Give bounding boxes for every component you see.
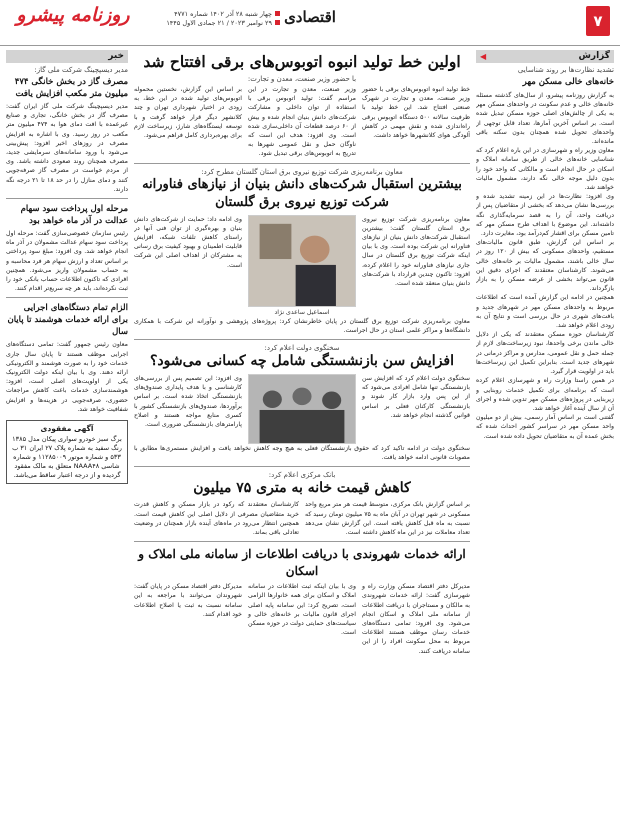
retirees-photo [248, 374, 356, 444]
news1-kicker: مدیر دیسپچینگ شرکت ملی گاز: [34, 66, 128, 74]
civic-paragraph: مدیرکل دفتر اقتصاد مسکن وزارت راه و شهرسازی گفت: ارائه خدمات شهروندی به مالکان و مستاجران با دریافت اطلاعات از سامانه ملی املاک و اسکان انجام می‌شود. وی افزود: تمامی دستگاه‌های خدمات رسان موظف هستند اطلاعات مربوط به محل سکونت افراد را از این سامانه دریافت کنند. [362, 583, 470, 655]
housing-paragraph: کارشناسان معتقدند که رکود در بازار مسکن و کاهش قدرت خرید متقاضیان مصرفی از دلایل اصلی این کاهش قیمت است. همچنین انتظار می‌رود در ماه‌های آینده بازار همچنان در وضعیت تعادلی باقی بماند. [134, 501, 299, 537]
power-paragraph: وی ادامه داد: حمایت از شرکت‌های دانش بنیان و بهره‌گیری از توان فنی آنها در راستای کاهش تلفات شبکه، افزایش قابلیت اطمینان و بهبود کیفیت برق رسانی به مشترکان از اهداف اصلی این شرکت است. [134, 215, 242, 269]
housing-paragraph: بر اساس گزارش بانک مرکزی، متوسط قیمت هر متر مربع واحد مسکونی در شهر تهران در آبان ماه به ۷۵ میلیون تومان رسید که نسبت به ماه قبل کاهش یافته است. این گزارش نشان می‌دهد تعداد معاملات نیز در این ماه کاهش داشته است. [305, 501, 470, 537]
photo-caption: اسماعیل ساعدی نژاد [274, 308, 330, 316]
retirement-kicker: سخنگوی دولت اعلام کرد: [264, 344, 340, 353]
divider [6, 198, 128, 199]
chevron-left-icon: ◀ [480, 52, 487, 61]
report-kicker: تشدید نظارت‌ها بر روند شناسایی [517, 66, 614, 74]
retirement-headline: افزایش سن بازنشستگی شامل چه کسانی می‌شود؟ [149, 353, 455, 370]
news3-headline: الزام تمام دستگاه‌های اجرایی برای ارائه خدمات هوشمند تا پایان سال [7, 303, 128, 338]
divider [6, 297, 128, 298]
power-paragraph: معاون برنامه‌ریزی شرکت توزیع نیروی برق استان گلستان گفت: بیشترین استقبال شرکت‌های دانش بنیان از نیازهای فناورانه این شرکت بوده است. وی با بیان اینکه شرکت توزیع برق گلستان در سال جاری نیازهای فناورانه خود را اعلام کرده، افزود: تاکنون چندین قرارداد با شرکت‌های دانش بنیان منعقد شده است. [362, 215, 470, 288]
civic-services-story [134, 582, 470, 656]
divider [134, 541, 470, 542]
page-number: ۷ [586, 6, 610, 36]
executive-photo [248, 215, 356, 307]
report-paragraph: معاون وزیر راه و شهرسازی در این باره اعلام کرد که شناسایی خانه‌های خالی از طریق سامانه املاک و اسکان در حال انجام است و مالکانی که واحد خود را بدون دلیل موجه خالی نگه دارند، مشمول مالیات خواهند شد. [476, 147, 614, 192]
report-paragraph: وی افزود: نظارت‌ها در این زمینه تشدید شده و بررسی‌ها نشان می‌دهد که بخشی از متقاضیان پس از دریافت واحد، آن را به قصد سرمایه‌گذاری نگه داشته‌اند. این موضوع با اهداف طرح مسکن مهر که تامین مسکن برای اقشار کم‌درآمد بود، مغایرت دارد. [476, 193, 614, 238]
bus-kicker: با حضور وزیر صنعت، معدن و تجارت: [247, 75, 357, 83]
date-line-2: ۲۹ نوامبر ۲۰۲۳ / ۲۱ جمادی الاول ۱۴۴۵ [166, 19, 272, 27]
retirement-photo-block [248, 374, 356, 444]
power-closing: معاون برنامه‌ریزی شرکت توزیع برق گلستان در پایان خاطرنشان کرد: پروژه‌های پژوهشی و نوآورانه این شرکت با همکاری دانشگاه‌ها و مراکز علمی استان در حال اجراست. [134, 317, 470, 334]
retirement-paragraph: سخنگوی دولت اعلام کرد که افزایش سن بازنشستگی تنها شامل افرادی می‌شود که از این پس وارد بازار کار شوند و بازنشستگی کارکنان فعلی بر اساس قوانین گذشته انجام خواهد شد. [362, 375, 470, 419]
ad-text: برگ سبز خودرو سواری پیکان مدل ۱۳۸۵ رنگ سفید به شماره پلاک ۲۷ ایران ۳۱ ب ۵۳۳ و شماره موتور ۱۱۲۸۵۰۰۹ و شماره شاسی NAAA۴۸ متعلق به مالک مفقود گردیده و از درجه اعتبار ساقط می‌باشد. [12, 435, 122, 480]
civic-paragraph: مدیرکل دفتر اقتصاد مسکن در پایان گفت: شهروندان می‌توانند با مراجعه به این سامانه نسبت به ثبت یا اصلاح اطلاعات خود اقدام کنند. [134, 583, 242, 618]
retirement-paragraph: وی افزود: این تصمیم پس از بررسی‌های کارشناسی و با هدف پایداری صندوق‌های بازنشستگی اتخاذ شده است. بر اساس برآوردها، صندوق‌های بازنشستگی کشور با کسری منابع مواجه هستند و اصلاح پارامترهای بازنشستگی ضروری است. [134, 375, 242, 429]
news2-body: رئیس سازمان خصوصی‌سازی گفت: مرحله اول پرداخت سود سهام عدالت مشمولان در آذر ماه انجام خواهد شد. وی افزود: مبلغ سود پرداختی بر اساس تعداد و ارزش سهام هر فرد محاسبه و به حساب مشمولان واریز می‌شود. همچنین افرادی که تاکنون اطلاعات حساب بانکی خود را ثبت نکرده‌اند، باید هر چه سریع‌تر اقدام کنند. [6, 230, 128, 293]
housing-price-headline: کاهش قیمت خانه به متری ۷۵ میلیون [193, 480, 411, 497]
divider [134, 339, 470, 340]
report-paragraph: گفتنی است بر اساس آمار رسمی، بیش از دو میلیون واحد مسکن مهر در سراسر کشور احداث شده که بخش عمده آن به متقاضیان تحویل داده شده است. [476, 414, 614, 440]
bus-headline: اولین خط تولید انبوه اتوبوس‌های برقی افتتاح شد [143, 52, 461, 71]
bus-paragraph: بر اساس این گزارش، نخستین محموله اتوبوس‌های تولید شده در این خط، به زودی در اختیار شهرداری تهران و چند کلانشهر دیگر قرار خواهد گرفت و با توسعه ایستگاه‌های شارژ، زیرساخت لازم برای بهره‌برداری کامل فراهم می‌شود. [134, 86, 242, 140]
lost-notice-ad [6, 420, 128, 484]
report-paragraph: در همین راستا وزارت راه و شهرسازی اعلام کرده است که برنامه‌ای برای تکمیل خدمات روبنایی و زیربنایی در پروژه‌های مسکن مهر تدوین شده و اجرای آن از سال آینده آغاز خواهد شد. [476, 377, 614, 412]
masthead [0, 0, 620, 46]
bus-story [134, 85, 470, 159]
report-column [476, 50, 614, 831]
main-column [134, 50, 470, 831]
divider [134, 163, 470, 164]
news2-headline: مرحله اول پرداخت سود سهام عدالت در آذر ماه خواهد بود [20, 204, 128, 227]
bus-paragraph: خط تولید انبوه اتوبوس‌های برقی با حضور وزیر صنعت، معدن و تجارت در شهرک صنعتی افتتاح شد. این خط تولید با ظرفیت سالانه ۵۰۰ دستگاه اتوبوس برقی راه‌اندازی شده و نقش مهمی در کاهش آلودگی هوای کلانشهرها خواهد داشت. [362, 86, 470, 140]
retirement-story [134, 374, 470, 444]
power-story [134, 215, 470, 317]
bus-paragraph: وزیر صنعت، معدن و تجارت در این مراسم گفت: تولید اتوبوس برقی با استفاده از توان داخلی و مشارکت شرکت‌های دانش بنیان انجام شده و بیش از ۶۰ درصد قطعات آن داخلی‌سازی شده است. وی افزود: هدف این است که ناوگان حمل و نقل عمومی شهرها به تدریج به اتوبوس‌های برقی تبدیل شود. [248, 86, 356, 158]
report-paragraph: بر اساس این گزارش، طبق قانون مالیات‌های مستقیم، واحدهای مسکونی که بیش از ۱۲۰ روز در سال خالی باشند، مشمول مالیات بر خانه‌های خالی می‌شوند. کارشناسان معتقدند که اجرای دقیق این قانون می‌تواند بخشی از عرضه مسکن را به بازار بازگرداند. [476, 239, 614, 293]
crowd-photo-icon [249, 375, 355, 443]
news3-body: معاون رئیس جمهور گفت: تمامی دستگاه‌های اجرایی موظف هستند تا پایان سال جاری خدمات خود را به صورت هوشمند و الکترونیکی ارائه دهند. وی با بیان اینکه دولت الکترونیک یکی از اولویت‌های اصلی است، افزود: هوشمندسازی خدمات باعث کاهش مراجعات حضوری، صرفه‌جویی در هزینه‌ها و افزایش شفافیت خواهد شد. [6, 341, 128, 413]
news1-body: مدیر دیسپچینگ شرکت ملی گاز ایران گفت: مصرف گاز در بخش خانگی، تجاری و صنایع غیرعمده با افت دمای هوا به ۴۷۴ میلیون متر مکعب در روز رسید. وی با اشاره به افزایش مصرف در روزهای اخیر افزود: پیش‌بینی می‌شود با ورود سامانه‌های سرمایشی جدید، مصرف همچنان روند صعودی داشته باشد. وی از مردم خواست در مصرف گاز صرفه‌جویی کنند و دمای منازل را در حد ۱۸ تا ۲۱ درجه نگه دارند. [6, 103, 128, 193]
portrait-icon [249, 216, 355, 306]
newspaper-logo: روزنامه پیشرو [16, 4, 130, 26]
news1-headline: مصرف گاز در بخش خانگی ۴۷۴ میلیون متر مکعب افزایش یافت [14, 77, 128, 99]
square-bullet-icon [275, 11, 280, 16]
issue-date [150, 10, 280, 28]
divider [134, 466, 470, 467]
power-kicker: معاون برنامه‌ریزی شرکت توزیع نیروی برق استان گلستان مطرح کرد: [201, 167, 403, 176]
report-bar [476, 50, 614, 63]
report-paragraph: کارشناسان حوزه مسکن معتقدند که یکی از دلایل خالی ماندن برخی واحدها، نبود زیرساخت‌های لازم از جمله حمل و نقل عمومی، مدارس و مراکز درمانی در شهرهای جدید است. بنابراین تکمیل این زیرساخت‌ها باید در اولویت قرار گیرد. [476, 331, 614, 376]
power-headline: بیشترین استقبال شرکت‌های دانش بنیان از نیازهای فناورانه شرکت توزیع نیروی برق گلستان [142, 176, 462, 210]
housing-kicker: بانک مرکزی اعلام کرد: [268, 471, 336, 480]
date-line-1: چهار شنبه ۲۸ آذر ۱۴۰۲ شماره ۴۷۷۱ [174, 10, 272, 18]
report-headline: خانه‌های خالی مسکن مهر [522, 77, 614, 87]
report-paragraph: همچنین در ادامه این گزارش آمده است که اطلاعات مربوط به واحدهای مسکن مهر در شهرهای جدید و بافت‌های شهری در حال بررسی است و نتایج آن به زودی اعلام خواهد شد. [476, 294, 614, 330]
report-body [476, 91, 614, 441]
news-bar-label: خبر [108, 51, 124, 61]
retirement-closing: سخنگوی دولت در ادامه تاکید کرد که حقوق بازنشستگان فعلی به هیچ وجه کاهش نخواهد یافت و افزایش مستمری‌ها مطابق با مصوبات قانونی ادامه خواهد یافت. [134, 445, 470, 462]
housing-price-story [134, 500, 470, 537]
section-title: اقتصادی [284, 8, 336, 26]
ad-title: آگهی مفقودی [40, 424, 94, 434]
report-bar-label: گزارش [578, 51, 610, 61]
power-photo-block [248, 215, 356, 317]
civic-paragraph: وی با بیان اینکه ثبت اطلاعات در سامانه املاک و اسکان برای همه خانوارها الزامی است، تصریح کرد: این سامانه پایه اصلی اجرای قانون مالیات بر خانه‌های خالی و سیاست‌های حمایتی دولت در حوزه مسکن است. [248, 583, 356, 637]
civic-services-headline: ارائه خدمات شهروندی با دریافت اطلاعات از سامانه ملی املاک و اسکان [138, 547, 466, 579]
news-bar [6, 50, 128, 63]
report-paragraph: به گزارش روزنامه پیشرو، از سال‌های گذشته مسئله خانه‌های خالی و عدم سکونت در واحدهای مسکن مهر به یکی از چالش‌های اصلی حوزه مسکن تبدیل شده است. بر اساس آخرین آمارها، تعداد قابل توجهی از واحدهای تحویل شده همچنان بدون سکنه باقی مانده‌اند. [476, 92, 614, 146]
news-column [6, 50, 128, 831]
square-bullet-icon [275, 20, 280, 25]
